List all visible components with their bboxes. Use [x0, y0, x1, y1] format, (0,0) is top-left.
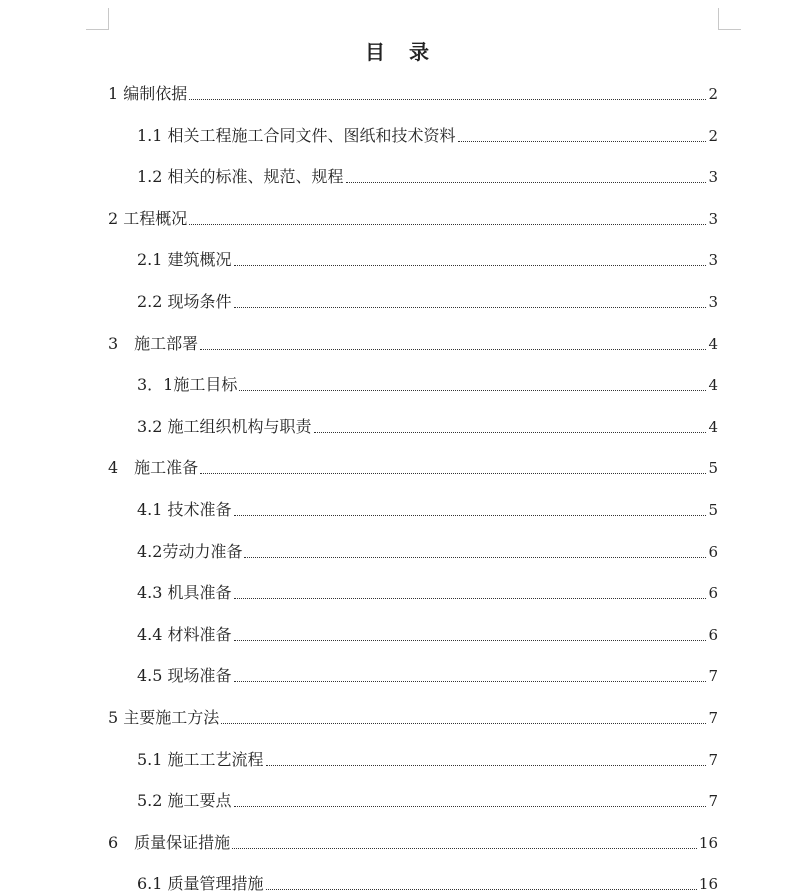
page-corner-mark-top-right	[718, 8, 741, 30]
toc-entry-label: 4.4 材料准备	[137, 625, 232, 644]
dot-leader	[234, 806, 707, 807]
toc-entry-page-number: 4	[708, 376, 718, 394]
toc-entry-page-number: 3	[708, 168, 718, 186]
toc-entry-label: 3 施工部署	[108, 334, 199, 353]
toc-title: 目 录	[365, 40, 431, 64]
toc-entry-page-number: 5	[708, 459, 718, 477]
toc-entry-page-number: 4	[708, 335, 718, 353]
page-corner-mark-top-left	[86, 8, 109, 30]
toc-entry-page-number: 3	[708, 251, 718, 269]
toc-entry-label: 2 工程概况	[108, 209, 188, 228]
toc-entry[interactable]	[0, 456, 718, 478]
dot-leader	[234, 681, 707, 682]
toc-entry[interactable]	[0, 332, 718, 354]
toc-entry[interactable]	[0, 498, 718, 520]
dot-leader	[266, 889, 697, 890]
toc-entry-label: 5.2 施工要点	[137, 791, 232, 810]
toc-entry-label: 4.1 技术准备	[137, 500, 232, 519]
toc-entry[interactable]	[0, 165, 718, 187]
toc-entry-page-number: 16	[698, 875, 718, 893]
toc-entry-label: 6.1 质量管理措施	[137, 874, 264, 893]
dot-leader	[200, 473, 706, 474]
toc-entry[interactable]	[0, 124, 718, 146]
dot-leader	[200, 349, 706, 350]
dot-leader	[234, 307, 707, 308]
dot-leader	[244, 557, 706, 558]
toc-entry[interactable]	[0, 82, 718, 104]
toc-entry[interactable]	[0, 706, 718, 728]
toc-entry-page-number: 6	[708, 626, 718, 644]
toc-entry-page-number: 16	[698, 834, 718, 852]
toc-entry-label: 2.1 建筑概况	[137, 250, 232, 269]
dot-leader	[346, 182, 707, 183]
toc-entry[interactable]	[0, 872, 718, 894]
toc-entry-page-number: 3	[708, 210, 718, 228]
toc-entry-label: 4.5 现场准备	[137, 666, 232, 685]
toc-entry-page-number: 7	[708, 709, 718, 727]
toc-entry-label: 5.1 施工工艺流程	[137, 750, 264, 769]
dot-leader	[189, 224, 706, 225]
dot-leader	[234, 265, 707, 266]
toc-entry-page-number: 7	[708, 792, 718, 810]
dot-leader	[458, 141, 707, 142]
toc-entry-label: 4 施工准备	[108, 458, 199, 477]
toc-entry-label: 6 质量保证措施	[108, 833, 231, 852]
toc-entry-page-number: 3	[708, 293, 718, 311]
toc-entry[interactable]	[0, 415, 718, 437]
toc-entry[interactable]	[0, 581, 718, 603]
toc-entry-page-number: 2	[708, 127, 718, 145]
toc-entry[interactable]	[0, 373, 718, 395]
toc-entry-label: 4.3 机具准备	[137, 583, 232, 602]
dot-leader	[266, 765, 707, 766]
toc-entry-page-number: 4	[708, 418, 718, 436]
toc-entry[interactable]	[0, 540, 718, 562]
dot-leader	[221, 723, 706, 724]
toc-entry-page-number: 2	[708, 85, 718, 103]
dot-leader	[189, 99, 706, 100]
toc-entry-label: 2.2 现场条件	[137, 292, 232, 311]
toc-entry-page-number: 7	[708, 667, 718, 685]
toc-entry-page-number: 7	[708, 751, 718, 769]
toc-entry-label: 3.2 施工组织机构与职责	[137, 417, 312, 436]
dot-leader	[239, 390, 706, 391]
toc-entry-label: 1 编制依据	[108, 84, 188, 103]
toc-entry[interactable]	[0, 248, 718, 270]
dot-leader	[234, 598, 707, 599]
toc-entry[interactable]	[0, 748, 718, 770]
toc-entry[interactable]	[0, 207, 718, 229]
dot-leader	[232, 848, 697, 849]
toc-entry[interactable]	[0, 623, 718, 645]
toc-entry[interactable]	[0, 789, 718, 811]
toc-entry[interactable]	[0, 664, 718, 686]
dot-leader	[314, 432, 707, 433]
toc-entry-page-number: 6	[708, 543, 718, 561]
toc-entry-label: 3．1施工目标	[137, 375, 238, 394]
toc-entry-page-number: 5	[708, 501, 718, 519]
dot-leader	[234, 640, 707, 641]
toc-entry-label: 5 主要施工方法	[108, 708, 220, 727]
toc-entry-label: 4.2劳动力准备	[137, 542, 243, 561]
toc-entry[interactable]	[0, 831, 718, 853]
dot-leader	[234, 515, 707, 516]
toc-entry[interactable]	[0, 290, 718, 312]
toc-entry-page-number: 6	[708, 584, 718, 602]
toc-entry-label: 1.2 相关的标准、规范、规程	[137, 167, 344, 186]
toc-entry-label: 1.1 相关工程施工合同文件、图纸和技术资料	[137, 126, 456, 145]
